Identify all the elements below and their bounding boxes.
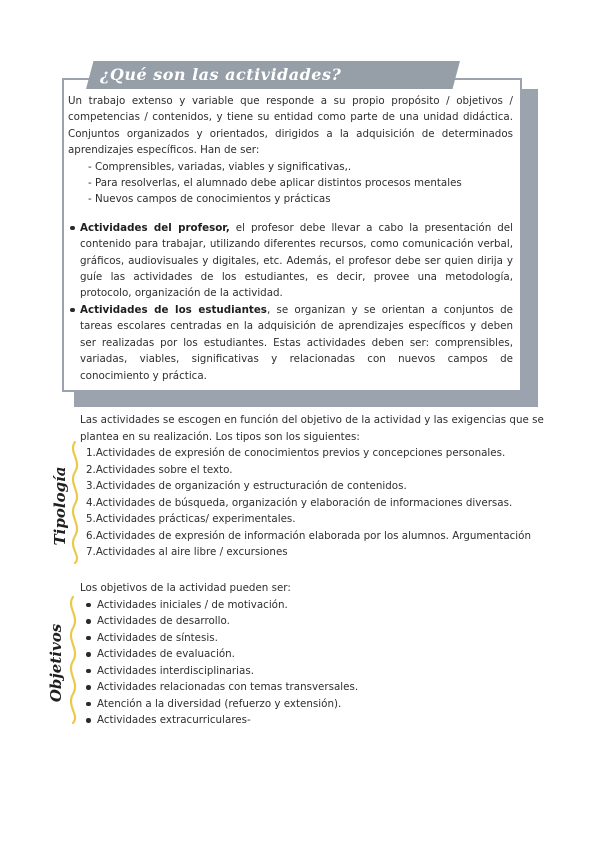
list-item: 6.Actividades de expresión de información elaborada por los alumnos. Argumentación — [86, 529, 531, 542]
tipologia-label: Tipología — [51, 466, 69, 546]
list-item: Actividades extracurriculares- — [97, 712, 545, 729]
list-item: 1.Actividades de expresión de conocimientos previos y concepciones personales. — [86, 447, 506, 459]
list-item: 4.Actividades de búsqueda, organización y elaboración de informaciones diversas. — [86, 496, 513, 509]
objetivos-list — [80, 597, 545, 729]
tipologia-list — [80, 445, 545, 561]
list-item: Actividades de desarrollo. — [97, 613, 545, 630]
dash-list — [68, 159, 513, 208]
list-item: Actividades iniciales / de motivación. — [97, 597, 545, 614]
list-item: Atención a la diversidad (refuerzo y extensión). — [97, 696, 545, 713]
tipologia-intro: Las actividades se escogen en función del objetivo de la actividad y las exigencias que se plantea en su realización. Los tipos son los siguientes: — [80, 414, 544, 443]
bullet-profesor-text: el profesor debe llevar a cabo la presentación del contenido para trabajar, utilizando diferentes recursos, como comunicación verbal, gráficos, audiovisuales y digitales, etc. Además, el profesor debe ser quien dirija y guíe las actividades de los estudiantes, es decir, provee una metodología, protocolo, organización de la actividad. — [80, 221, 513, 300]
list-item: Actividades de síntesis. — [97, 630, 545, 647]
dash-item: - Para resolverlas, el alumnado debe aplicar distintos procesos mentales — [88, 175, 513, 191]
bullet-estudiantes-text: , se organizan y se orientan a conjuntos de tareas escolares centradas en la adquisición de aprendizajes específicos y deben ser realizadas por los estudiantes. Estas actividades deben ser: comprensibles, variadas, viables, significativas y relacionadas con nuevos campos de conocimiento y práctica. — [80, 303, 513, 382]
bullet-estudiantes-bold: Actividades de los estudiantes — [80, 303, 267, 316]
dash-item: - Nuevos campos de conocimientos y prácticas — [88, 191, 513, 207]
list-item: Actividades interdisciplinarias. — [97, 663, 545, 680]
objetivos-intro: Los objetivos de la actividad pueden ser: — [80, 582, 291, 594]
card-body — [68, 93, 513, 384]
list-item: Actividades relacionadas con temas transversales. — [97, 679, 545, 696]
list-item: Actividades de evaluación. — [97, 646, 545, 663]
card-title: ¿Qué son las actividades? — [100, 65, 342, 84]
objetivos-label: Objetivos — [47, 623, 65, 703]
list-item: 2.Actividades sobre el texto. — [86, 463, 233, 476]
activity-bullets — [68, 220, 513, 384]
bullet-estudiantes — [80, 302, 513, 384]
list-item: 5.Actividades prácticas/ experimentales. — [86, 513, 296, 525]
dash-item: - Comprensibles, variadas, viables y significativas,. — [88, 159, 513, 175]
list-item: 7.Actividades al aire libre / excursiones — [86, 546, 288, 558]
card-intro: Un trabajo extenso y variable que responde a su propio propósito / objetivos / competencias / contenidos, y tiene su entidad como parte de una unidad didáctica. Conjuntos organizados y orientados, dirigidos a la adquisición de determinados aprendizajes específicos. Han de ser: — [68, 95, 513, 157]
tipologia-section — [80, 412, 545, 561]
list-item: 3.Actividades de organización y estructuración de contenidos. — [86, 480, 407, 492]
bullet-profesor — [80, 220, 513, 302]
bullet-profesor-bold: Actividades del profesor, — [80, 221, 230, 234]
objetivos-section — [80, 580, 545, 729]
